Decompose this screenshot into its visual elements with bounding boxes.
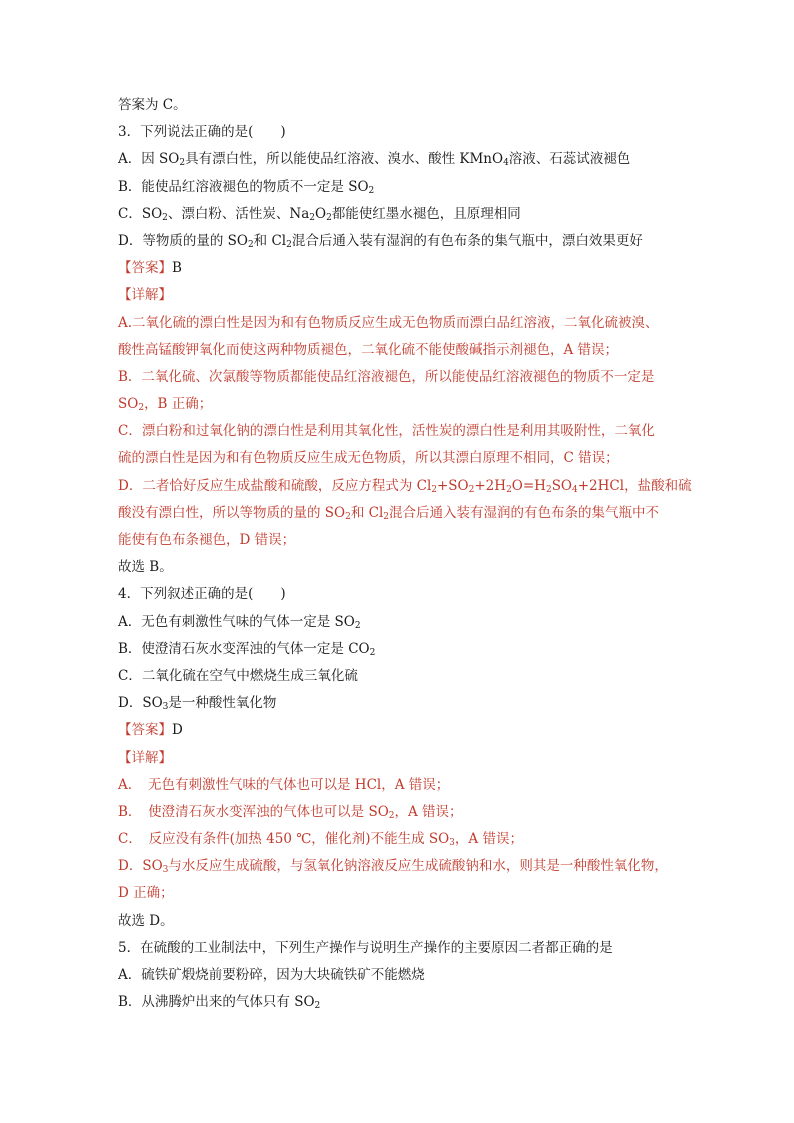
text-segment: B． 使澄清石灰水变浑浊的气体也可以是 SO (118, 803, 389, 820)
subscript: 2 (506, 484, 512, 495)
explanation-line (118, 418, 678, 445)
subscript: 3 (162, 702, 169, 713)
text-segment: D．SO (118, 858, 163, 875)
answer-line (118, 282, 678, 309)
text-segment: 故选 B。 (118, 559, 173, 576)
subscript: 2 (388, 810, 395, 821)
explanation-line (118, 853, 678, 880)
text-line (118, 663, 678, 690)
text-segment: 酸没有漂白性，所以等物质的量的 SO (118, 504, 346, 521)
text-segment: SO (118, 396, 139, 413)
explanation-line (118, 799, 678, 826)
text-segment: B．二氧化硫、次氯酸等物质都能使品红溶液褪色，所以能使品红溶液褪色的物质不一定是 (118, 368, 655, 385)
text-segment: 酸性高锰酸钾氧化而使这两种物质褪色，二氧化硫不能使酸碱指示剂褪色，A 错误； (118, 341, 619, 358)
text-segment: 能使有色布条褪色，D 错误； (118, 532, 296, 548)
explanation-line (118, 473, 692, 500)
text-segment: 【答案】 (118, 260, 172, 277)
explanation-line (118, 772, 678, 799)
text-segment: 具有漂白性，所以能使品红溶液、溴水、酸性 KMnO (185, 151, 504, 168)
subscript: 2 (468, 484, 475, 495)
text-segment: 【答案】 (118, 722, 172, 739)
text-line (118, 609, 678, 636)
text-line (118, 201, 678, 228)
text-segment: B (172, 260, 182, 277)
text-segment: 3．下列说法正确的是( ) (118, 124, 286, 141)
text-line (118, 228, 678, 255)
text-segment: D．二者恰好反应生成盐酸和硫酸，反应方程式为 Cl (118, 477, 432, 494)
text-segment: +2HCl，盐酸和硫 (577, 477, 692, 494)
subscript: 2 (354, 620, 361, 631)
text-segment: 5．在硫酸的工业制法中，下列生产操作与说明生产操作的主要原因二者都正确的是 (118, 939, 613, 956)
answer-line (118, 745, 678, 772)
subscript: 2 (431, 484, 437, 495)
text-segment: C．SO (118, 205, 163, 222)
text-segment: B．从沸腾炉出来的气体只有 SO (118, 994, 315, 1011)
subscript: 2 (368, 185, 375, 196)
text-segment: 【详解】 (118, 749, 172, 766)
text-line (118, 636, 678, 663)
subscript: 2 (345, 511, 351, 522)
text-line (118, 581, 678, 608)
text-line (118, 92, 678, 119)
subscript: 2 (369, 647, 376, 658)
text-segment: SO (551, 477, 573, 494)
text-segment: 是一种酸性氧化物 (168, 695, 277, 712)
text-segment: ，A 错误； (394, 803, 463, 820)
text-line (118, 962, 678, 989)
explanation-line (118, 527, 678, 554)
text-segment: A．无色有刺激性气味的气体一定是 SO (118, 613, 355, 630)
text-segment: D．等物质的量的 SO (118, 232, 248, 249)
text-segment: 答案为 C。 (118, 97, 187, 113)
text-segment: +SO (437, 477, 469, 494)
text-segment: ，A 错误； (454, 831, 523, 848)
text-segment: C．二氧化硫在空气中燃烧生成三氧化硫 (118, 667, 358, 684)
subscript: 2 (247, 239, 254, 250)
subscript: 3 (449, 838, 455, 849)
subscript: 2 (383, 511, 390, 522)
text-segment: 硫的漂白性是因为和有色物质反应生成无色物质，所以其漂白原理不相同，C 错误； (118, 450, 619, 467)
text-segment: ，B 正确； (144, 396, 213, 413)
text-segment: A． 无色有刺激性气味的气体也可以是 HCl，A 错误； (118, 776, 450, 793)
subscript: 2 (179, 158, 186, 169)
text-line (118, 554, 678, 581)
text-segment: O (315, 205, 327, 222)
subscript: 2 (162, 212, 168, 223)
text-segment: D (172, 722, 183, 739)
text-segment: 、漂白粉、活性炭、Na (167, 205, 310, 222)
text-segment: D．SO (118, 695, 163, 712)
document-content (118, 92, 692, 1016)
text-segment: 混合后通入装有湿润的有色布条的集气瓶中，漂白效果更好 (291, 232, 643, 249)
subscript: 2 (326, 212, 332, 223)
text-segment: C． 反应没有条件(加热 450 ℃，催化剂)不能生成 SO (118, 831, 450, 848)
text-line (118, 935, 678, 962)
text-segment: B．能使品红溶液褪色的物质不一定是 SO (118, 178, 369, 195)
explanation-line (118, 337, 678, 364)
text-line (118, 690, 678, 717)
text-segment: +2H (474, 477, 507, 494)
text-segment: 都能使红墨水褪色，且原理相同 (331, 205, 521, 222)
text-segment: B．使澄清石灰水变浑浊的气体一定是 CO (118, 640, 370, 657)
text-segment: 和 Cl (253, 232, 287, 249)
text-line (118, 174, 678, 201)
explanation-line (118, 826, 678, 853)
text-segment: A．硫铁矿煅烧前要粉碎，因为大块硫铁矿不能燃烧 (118, 967, 425, 983)
subscript: 2 (286, 239, 292, 250)
subscript: 2 (138, 403, 145, 414)
text-line (118, 908, 678, 935)
text-segment: 溶液、石蕊试液褪色 (508, 151, 631, 168)
subscript: 3 (162, 865, 169, 876)
text-line (118, 146, 678, 173)
text-segment: A．因 SO (118, 151, 180, 168)
text-segment: O=H (511, 477, 546, 494)
explanation-line (118, 445, 678, 472)
explanation-line (118, 310, 678, 337)
subscript: 2 (309, 212, 315, 223)
text-segment: C．漂白粉和过氧化钠的漂白性是利用其氧化性，活性炭的漂白性是利用其吸附性，二氧化 (118, 423, 655, 440)
explanation-line (118, 391, 678, 418)
subscript: 2 (314, 1001, 321, 1012)
text-segment: A.二氧化硫的漂白性是因为和有色物质反应生成无色物质而漂白品红溶液，二氧化硫被溴、 (118, 314, 659, 331)
explanation-line (118, 364, 678, 391)
subscript: 2 (545, 484, 552, 495)
explanation-line (118, 500, 678, 527)
text-segment: 故选 D。 (118, 912, 174, 929)
explanation-line (118, 880, 678, 907)
answer-line (118, 255, 678, 282)
subscript: 4 (572, 484, 578, 495)
subscript: 4 (503, 158, 509, 169)
text-segment: 混合后通入装有湿润的有色布条的集气瓶中不 (389, 504, 660, 521)
text-segment: 4．下列叙述正确的是( ) (118, 586, 286, 603)
text-segment: D 正确； (118, 885, 174, 902)
text-segment: 【详解】 (118, 287, 172, 304)
text-segment: 与水反应生成硫酸，与氢氧化钠溶液反应生成硫酸钠和水，则其是一种酸性氧化物， (168, 858, 668, 875)
text-line (118, 989, 678, 1016)
text-segment: 和 Cl (350, 504, 384, 521)
text-line (118, 119, 678, 146)
answer-line (118, 717, 678, 744)
